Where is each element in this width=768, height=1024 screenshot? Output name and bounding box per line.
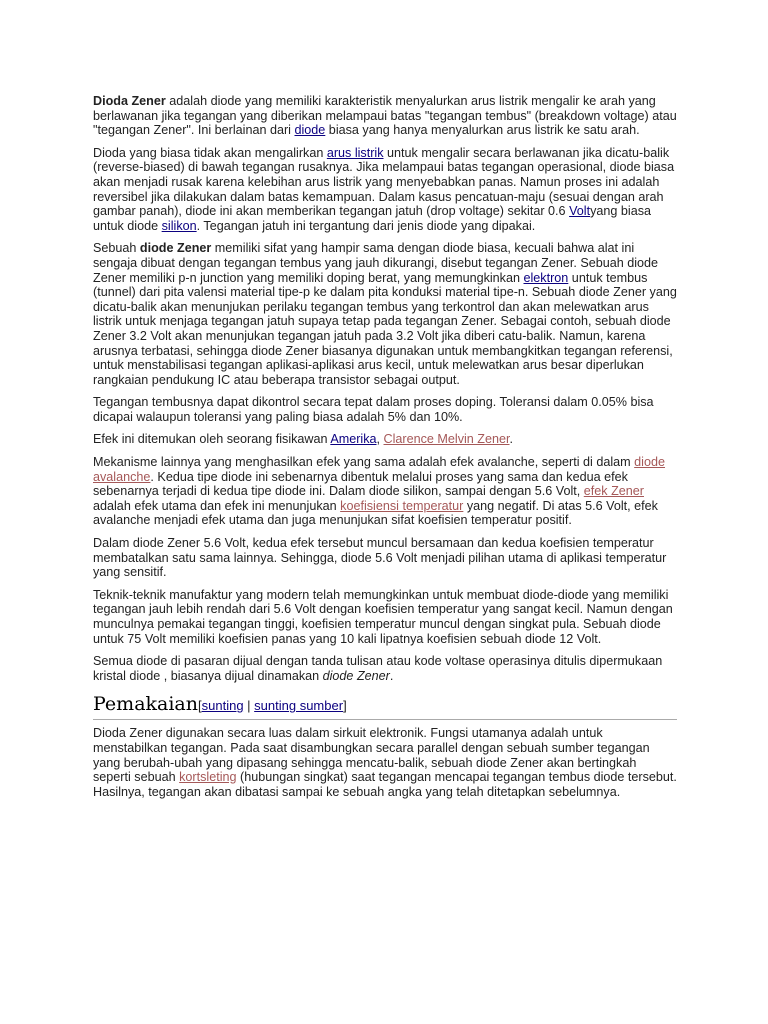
paragraph-usage: Dioda Zener digunakan secara luas dalam sirkuit elektronik. Fungsi utamanya adalah untuk menstabilkan tegangan. Pada saat disambungkan secara parallel dengan sebuah sumber tegangan yang berubah-ubah yang dipasang sehingga mencatu-balik, sebuah diode Zener akan bertingkah seperti sebuah kortsleting (hubungan singkat) saat tegangan mencapai tegangan tembus diode tersebut. Hasilnya, tegangan akan dibatasi sampai ke sebuah angka yang telah ditetapkan sebelumnya. [93,726,677,799]
link-sunting-sumber[interactable]: sunting sumber [254,698,344,714]
term-diode-zener-italic: diode Zener [322,668,390,683]
link-sunting[interactable]: sunting [201,698,244,714]
link-diode-avalanche[interactable]: diode avalanche [93,455,665,484]
term-dioda-zener: Dioda Zener [93,94,166,108]
link-amerika[interactable]: Amerika [330,432,377,447]
paragraph-tolerance: Tegangan tembusnya dapat dikontrol secara tepat dalam proses doping. Toleransi dalam 0.05% bisa dicapai walaupun toleransi yang paling biasa adalah 5% dan 10%. [93,395,654,424]
link-silikon[interactable]: silikon [161,218,197,233]
paragraph-reverse-bias: Dioda yang biasa tidak akan mengalirkan arus listrik untuk mengalir secara berlawanan jika dicatu-balik (reverse-biased) di bawah tegangan rusaknya. Jika melampaui batas tegangan operasional, diode biasa akan menjadi rusak karena kelebihan arus listrik yang menyebabkan panas. Namun proses ini adalah reversibel jika dilakukan dalam batas kemampuan. Dalam kasus pencatuan-maju (sesuai dengan arah gambar panah), diode ini akan memberikan tegangan jatuh (drop voltage) sekitar 0.6 Voltyang biasa untuk diode silikon. Tegangan jatuh ini tergantung dari jenis diode yang dipakai. [93,145,675,233]
paragraph-zener-properties: Sebuah diode Zener memiliki sifat yang hampir sama dengan diode biasa, kecuali bahwa alat ini sengaja dibuat dengan tegangan tembus yang jauh dikurangi, disebut tegangan Zener. Sebuah diode Zener memiliki p-n junction yang memiliki doping berat, yang memungkinkan elektron untuk tembus (tunnel) dari pita valensi material tipe-p ke dalam pita konduksi material tipe-n. Sebuah diode Zener yang dicatu-balik akan menunjukan perilaku tegangan tembus yang terkontrol dan akan melewatkan arus listrik untuk menjaga tegangan jatuh supaya tetap pada tegangan Zener. Sebagai contoh, sebuah diode Zener 3.2 Volt akan menunjukan tegangan jatuh pada 3.2 Volt jika diberi catu-balik. Namun, karena arusnya terbatasi, sehingga diode Zener biasanya digunakan untuk membangkitkan tegangan referensi, untuk menstabilisasi tegangan aplikasi-aplikasi arus kecil, untuk melewatkan arus besar diperlukan rangkaian pendukung IC atau beberapa transistor sebagai output. [93,241,677,387]
link-arus-listrik[interactable]: arus listrik [326,145,384,160]
article-body [93,94,677,807]
link-elektron[interactable]: elektron [523,270,569,285]
link-kortsleting[interactable]: kortsleting [179,770,237,785]
paragraph-discovery: Efek ini ditemukan oleh seorang fisikawan Amerika, Clarence Melvin Zener. [93,432,514,447]
term-diode-zener: diode Zener [139,241,212,256]
link-diode[interactable]: diode [294,123,326,138]
paragraph-intro: Dioda Zener adalah diode yang memiliki karakteristik menyalurkan arus listrik mengalir ke arah yang berlawanan jika tegangan yang diberikan melampaui batas "tegangan tembus" (breakdown voltage) atau "tegangan Zener". Ini berlainan dari diode biasa yang hanya menyalurkan arus listrik ke satu arah. [93,94,677,138]
paragraph-manufacturing: Teknik-teknik manufaktur yang modern telah memungkinkan untuk membuat diode-diode yang memiliki tegangan jauh lebih rendah dari 5.6 Volt dengan koefisien temperatur yang sangat kecil. Namun dengan munculnya pemakai tegangan tinggi, koefisien temperatur muncul dengan singkat pula. Sebuah diode untuk 75 Volt memiliki koefisien panas yang 10 kali lipatnya koefisien sebuah diode 12 Volt. [93,587,673,646]
section-title: Pemakaian [93,693,199,716]
paragraph-market: Semua diode di pasaran dijual dengan tanda tulisan atau kode voltase operasinya ditulis dipermukaan kristal diode , biasanya dijual dinamakan diode Zener. [93,654,663,683]
section-heading-pemakaian [93,693,677,720]
edit-section-links: [sunting | sunting sumber] [198,698,347,714]
link-volt[interactable]: Volt [569,204,591,219]
link-efek-zener[interactable]: efek Zener [583,484,644,499]
paragraph-avalanche: Mekanisme lainnya yang menghasilkan efek yang sama adalah efek avalanche, seperti di dalam diode avalanche. Kedua tipe diode ini sebenarnya dibentuk melalui proses yang sama dan kedua efek sebenarnya terjadi di kedua tipe diode ini. Dalam diode silikon, sampai dengan 5.6 Volt, efek Zener adalah efek utama dan efek ini menunjukan koefisiensi temperatur yang negatif. Di atas 5.6 Volt, efek avalanche menjadi efek utama dan juga menunjukan sifat koefisien temperatur positif. [93,455,665,528]
link-clarence-melvin-zener[interactable]: Clarence Melvin Zener [383,432,510,447]
link-koefisiensi-temperatur[interactable]: koefisiensi temperatur [340,498,464,513]
paragraph-5-6-volt: Dalam diode Zener 5.6 Volt, kedua efek tersebut muncul bersamaan dan kedua koefisien temperatur membatalkan satu sama lainnya. Sehingga, diode 5.6 Volt menjadi pilihan utama di aplikasi temperatur yang sensitif. [93,536,667,580]
